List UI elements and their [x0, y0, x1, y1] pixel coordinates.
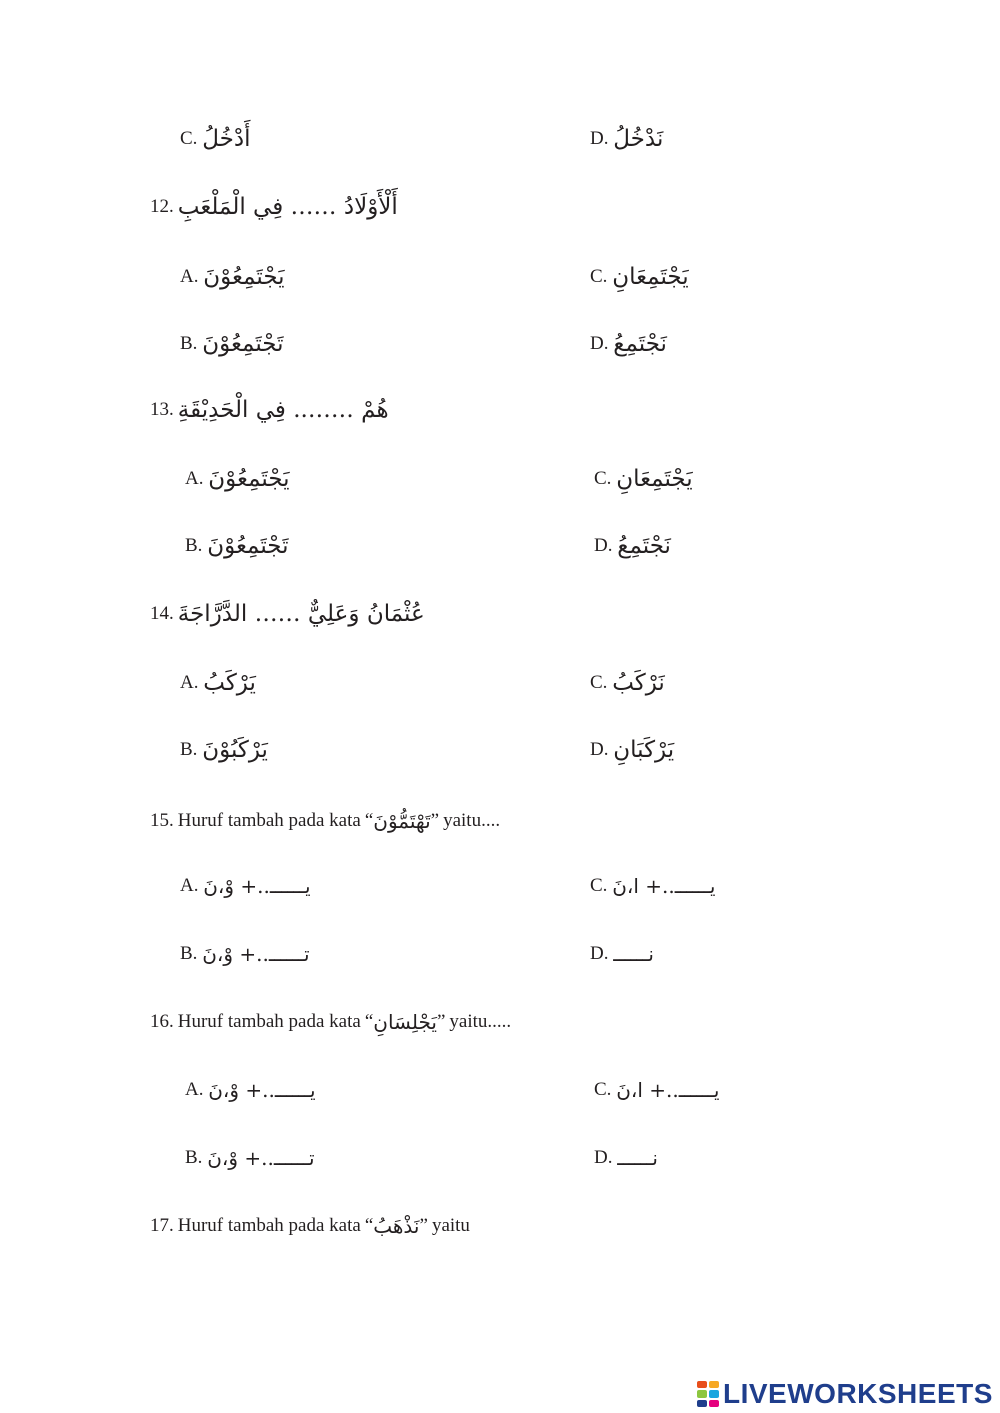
q15-option-a	[180, 874, 311, 898]
option-arabic-text: يــــــ..+ ا،نَ	[616, 1078, 720, 1102]
q14-option-c	[590, 670, 665, 696]
option-letter: C.	[594, 1079, 612, 1100]
option-arabic-text: يَرْكَبُوْنَ	[202, 737, 268, 763]
q12-option-d	[590, 331, 667, 357]
q12-option-a	[180, 264, 285, 290]
option-arabic-text: تــــــ..+ وْ،نَ	[207, 1146, 315, 1170]
question-number: 13.	[150, 399, 174, 420]
logo-square	[709, 1390, 719, 1397]
open-quote: “	[364, 810, 374, 831]
question-word: يَجْلِسَانِ	[373, 1010, 437, 1034]
question-prefix: Huruf tambah pada kata	[177, 1215, 361, 1236]
option-arabic-text: يَجْتَمِعُوْنَ	[203, 264, 285, 290]
question-16	[150, 1010, 511, 1034]
option-letter: D.	[590, 333, 609, 354]
option-arabic-text: يــــــ..+ ا،نَ	[612, 874, 716, 898]
question-15	[150, 809, 500, 833]
question-number: 15.	[150, 810, 174, 831]
option-letter: D.	[594, 1147, 613, 1168]
question-suffix: yaitu....	[443, 810, 501, 831]
question-prefix: Huruf tambah pada kata	[177, 1011, 361, 1032]
q11-option-d	[590, 126, 663, 152]
liveworksheets-logo	[697, 1378, 993, 1410]
option-letter: D.	[594, 535, 613, 556]
open-quote: “	[364, 1011, 374, 1032]
option-arabic-text: يَجْتَمِعَانِ	[612, 264, 689, 290]
logo-square	[709, 1381, 719, 1388]
option-letter: A.	[180, 875, 199, 896]
question-suffix: yaitu.....	[449, 1011, 512, 1032]
option-arabic-text: تَجْتَمِعُوْنَ	[202, 331, 284, 357]
option-letter: A.	[180, 672, 199, 693]
option-letter: B.	[185, 1147, 203, 1168]
option-letter: D.	[590, 739, 609, 760]
q16-option-b	[185, 1146, 315, 1170]
option-arabic-text: أَدْخُلُ	[202, 126, 251, 152]
option-letter: A.	[180, 266, 199, 287]
question-suffix: yaitu	[431, 1215, 470, 1236]
question-number: 14.	[150, 603, 174, 624]
question-arabic-text: أَلْأَوْلَادُ …… فِي الْمَلْعَبِ	[177, 194, 398, 220]
open-quote: “	[364, 1215, 374, 1236]
question-prefix: Huruf tambah pada kata	[177, 810, 361, 831]
close-quote: ”	[419, 1215, 428, 1236]
option-arabic-text: نــــــ	[613, 942, 654, 966]
q11-option-c	[180, 126, 250, 152]
question-14	[150, 601, 425, 627]
question-arabic-text: عُثْمَانُ وَعَلِيٌّ …… الدَّرَّاجَةَ	[177, 601, 425, 627]
q12-option-c	[590, 264, 689, 290]
q14-option-d	[590, 737, 674, 763]
option-arabic-text: تَجْتَمِعُوْنَ	[207, 533, 289, 559]
q14-option-b	[180, 737, 268, 763]
close-quote: ”	[430, 810, 440, 831]
question-17	[150, 1214, 470, 1238]
option-letter: C.	[180, 128, 198, 149]
question-number: 17.	[150, 1215, 174, 1236]
option-letter: C.	[594, 468, 612, 489]
option-letter: B.	[185, 535, 203, 556]
option-arabic-text: يــــــ..+ وْ،نَ	[203, 874, 311, 898]
question-12	[150, 194, 398, 220]
q15-option-b	[180, 942, 310, 966]
option-letter: D.	[590, 943, 609, 964]
q13-option-c	[594, 466, 693, 492]
question-number: 16.	[150, 1011, 174, 1032]
q15-option-c	[590, 874, 715, 898]
q13-option-a	[185, 466, 290, 492]
question-arabic-text: هُمْ …….. فِي الْحَدِيْقَةِ	[177, 397, 389, 423]
question-word: تَهْتَمُّوْنَ	[373, 809, 431, 833]
logo-square	[697, 1390, 707, 1397]
question-number: 12.	[150, 196, 174, 217]
logo-square	[709, 1400, 719, 1407]
liveworksheets-logo-icon	[697, 1381, 719, 1407]
question-word: نَذْهَبُ	[373, 1214, 420, 1238]
q13-option-d	[594, 533, 671, 559]
option-letter: B.	[180, 333, 198, 354]
option-letter: C.	[590, 266, 608, 287]
option-arabic-text: نَجْتَمِعُ	[617, 533, 671, 559]
option-letter: A.	[185, 468, 204, 489]
option-arabic-text: نَجْتَمِعُ	[613, 331, 667, 357]
q14-option-a	[180, 670, 256, 696]
liveworksheets-brand-text: LIVEWORKSHEETS	[723, 1378, 993, 1409]
q15-option-d	[590, 942, 654, 966]
option-arabic-text: تــــــ..+ وْ،نَ	[202, 942, 310, 966]
option-arabic-text: يَجْتَمِعَانِ	[616, 466, 693, 492]
q16-option-d	[594, 1146, 658, 1170]
logo-square	[697, 1400, 707, 1407]
option-letter: C.	[590, 672, 608, 693]
option-arabic-text: نَدْخُلُ	[613, 126, 664, 152]
q12-option-b	[180, 331, 284, 357]
question-13	[150, 397, 389, 423]
q13-option-b	[185, 533, 289, 559]
option-arabic-text: يَرْكَبُ	[203, 670, 256, 696]
option-letter: B.	[180, 739, 198, 760]
option-letter: D.	[590, 128, 609, 149]
option-arabic-text: يَرْكَبَانِ	[613, 737, 675, 763]
option-arabic-text: نــــــ	[617, 1146, 658, 1170]
q16-option-c	[594, 1078, 719, 1102]
option-arabic-text: يَجْتَمِعُوْنَ	[208, 466, 290, 492]
close-quote: ”	[436, 1011, 446, 1032]
logo-square	[697, 1381, 707, 1388]
option-letter: A.	[185, 1079, 204, 1100]
option-arabic-text: نَرْكَبُ	[612, 670, 665, 696]
option-letter: B.	[180, 943, 198, 964]
option-letter: C.	[590, 875, 608, 896]
option-arabic-text: يــــــ..+ وْ،نَ	[208, 1078, 316, 1102]
q16-option-a	[185, 1078, 316, 1102]
